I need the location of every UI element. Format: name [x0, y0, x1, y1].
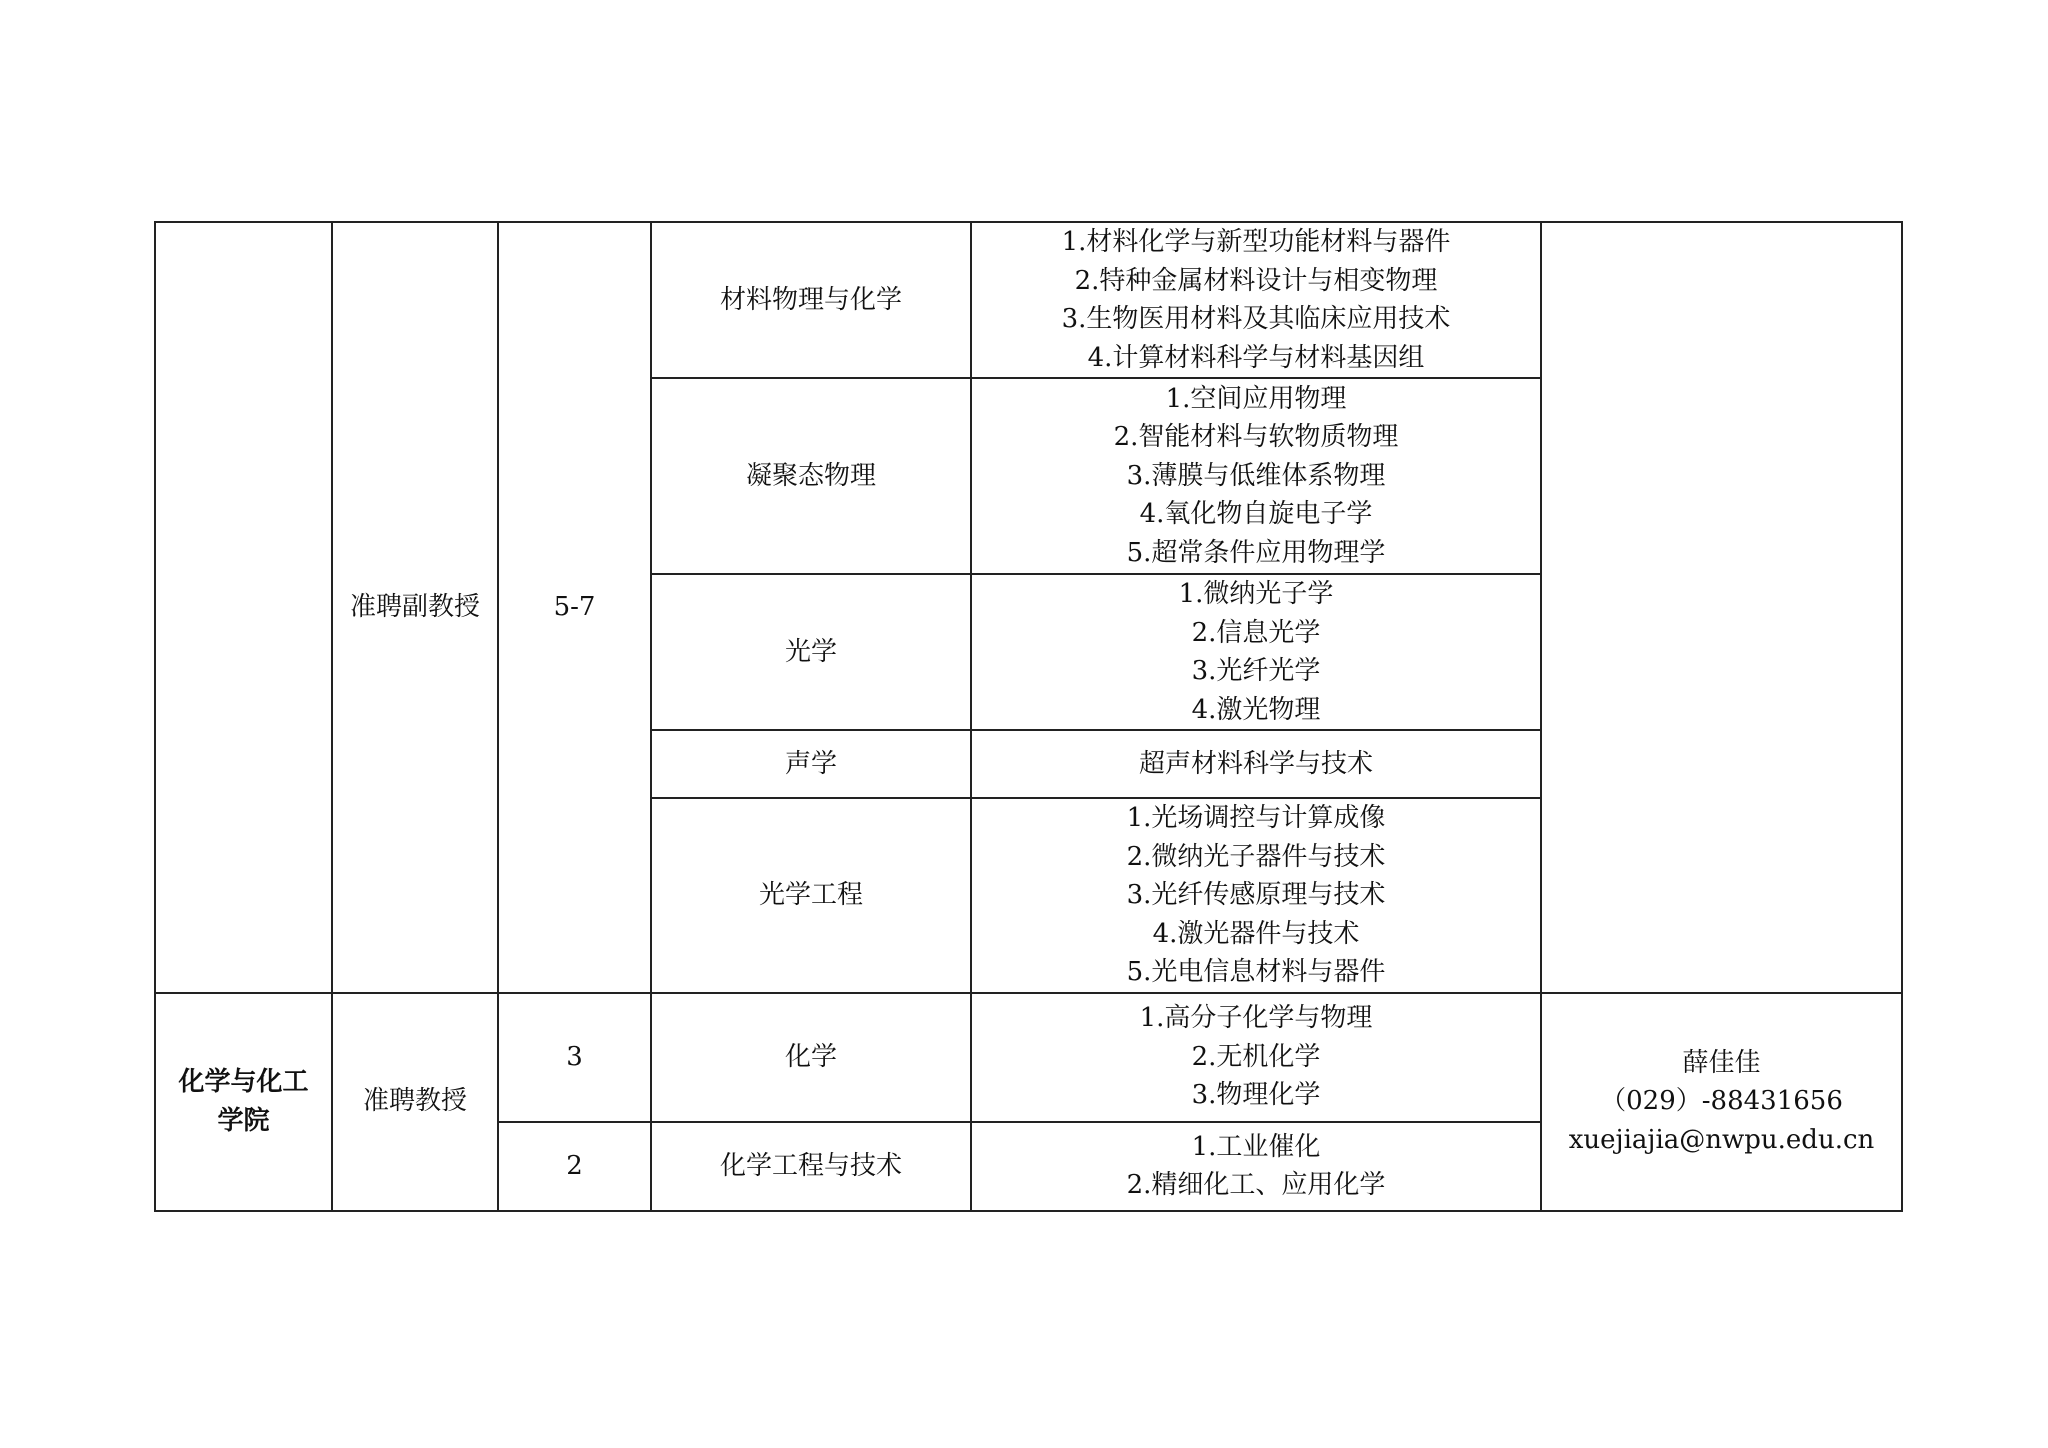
direction-item: 2.特种金属材料设计与相变物理 — [1074, 265, 1438, 296]
direction-item: 4.氧化物自旋电子学 — [1139, 499, 1373, 530]
research-directions-cell — [971, 730, 1541, 798]
direction-item: 超声材料科学与技术 — [1138, 748, 1373, 779]
college-name-line: 化学与化工 — [178, 1067, 309, 1097]
direction-item: 4.计算材料科学与材料基因组 — [1087, 342, 1425, 373]
college-cell — [155, 222, 332, 993]
count-cell: 2 — [498, 1122, 651, 1211]
college-name-line: 学院 — [217, 1105, 270, 1136]
direction-item: 1.空间应用物理 — [1165, 383, 1347, 414]
count-cell: 5-7 — [498, 222, 651, 993]
direction-item: 3.薄膜与低维体系物理 — [1126, 460, 1386, 491]
direction-item: 2.无机化学 — [1191, 1041, 1321, 1072]
recruitment-table — [154, 221, 1903, 1212]
discipline-cell: 化学 — [651, 993, 971, 1122]
direction-item: 1.材料化学与新型功能材料与器件 — [1061, 227, 1451, 257]
discipline-cell: 凝聚态物理 — [651, 378, 971, 574]
research-directions-cell — [971, 222, 1541, 378]
research-directions-cell — [971, 798, 1541, 993]
discipline-cell: 声学 — [651, 730, 971, 798]
direction-item: 4.激光物理 — [1191, 694, 1321, 725]
discipline-cell: 光学 — [651, 574, 971, 730]
direction-item: 3.光纤传感原理与技术 — [1126, 880, 1386, 910]
direction-item: 5.光电信息材料与器件 — [1126, 957, 1386, 987]
table-row — [155, 222, 1902, 378]
research-directions-cell — [971, 574, 1541, 730]
direction-item: 4.激光器件与技术 — [1152, 918, 1360, 949]
direction-item: 1.微纳光子学 — [1178, 579, 1334, 609]
direction-item: 2.微纳光子器件与技术 — [1126, 841, 1386, 872]
discipline-cell: 化学工程与技术 — [651, 1122, 971, 1211]
contact-phone: （029）-88431656 — [1600, 1086, 1843, 1117]
position-cell: 准聘副教授 — [332, 222, 498, 993]
contact-email: xuejiajia@nwpu.edu.cn — [1568, 1124, 1875, 1155]
direction-item: 2.智能材料与软物质物理 — [1113, 422, 1399, 453]
direction-item: 1.工业催化 — [1191, 1131, 1321, 1162]
contact-name: 薛佳佳 — [1682, 1047, 1761, 1078]
contact-cell — [1541, 993, 1902, 1211]
direction-item: 3.光纤光学 — [1191, 656, 1321, 686]
direction-item: 3.物理化学 — [1191, 1080, 1321, 1111]
direction-item: 2.信息光学 — [1191, 617, 1321, 648]
position-cell: 准聘教授 — [332, 993, 498, 1211]
direction-item: 1.光场调控与计算成像 — [1126, 803, 1386, 833]
direction-item: 2.精细化工、应用化学 — [1126, 1170, 1386, 1200]
table-row — [155, 993, 1902, 1122]
college-cell — [155, 993, 332, 1211]
research-directions-cell — [971, 993, 1541, 1122]
contact-cell — [1541, 222, 1902, 993]
discipline-cell: 材料物理与化学 — [651, 222, 971, 378]
discipline-cell: 光学工程 — [651, 798, 971, 993]
research-directions-cell — [971, 378, 1541, 574]
direction-item: 1.高分子化学与物理 — [1139, 1003, 1373, 1034]
direction-item: 3.生物医用材料及其临床应用技术 — [1061, 304, 1451, 334]
research-directions-cell — [971, 1122, 1541, 1211]
count-cell: 3 — [498, 993, 651, 1122]
direction-item: 5.超常条件应用物理学 — [1126, 537, 1386, 568]
